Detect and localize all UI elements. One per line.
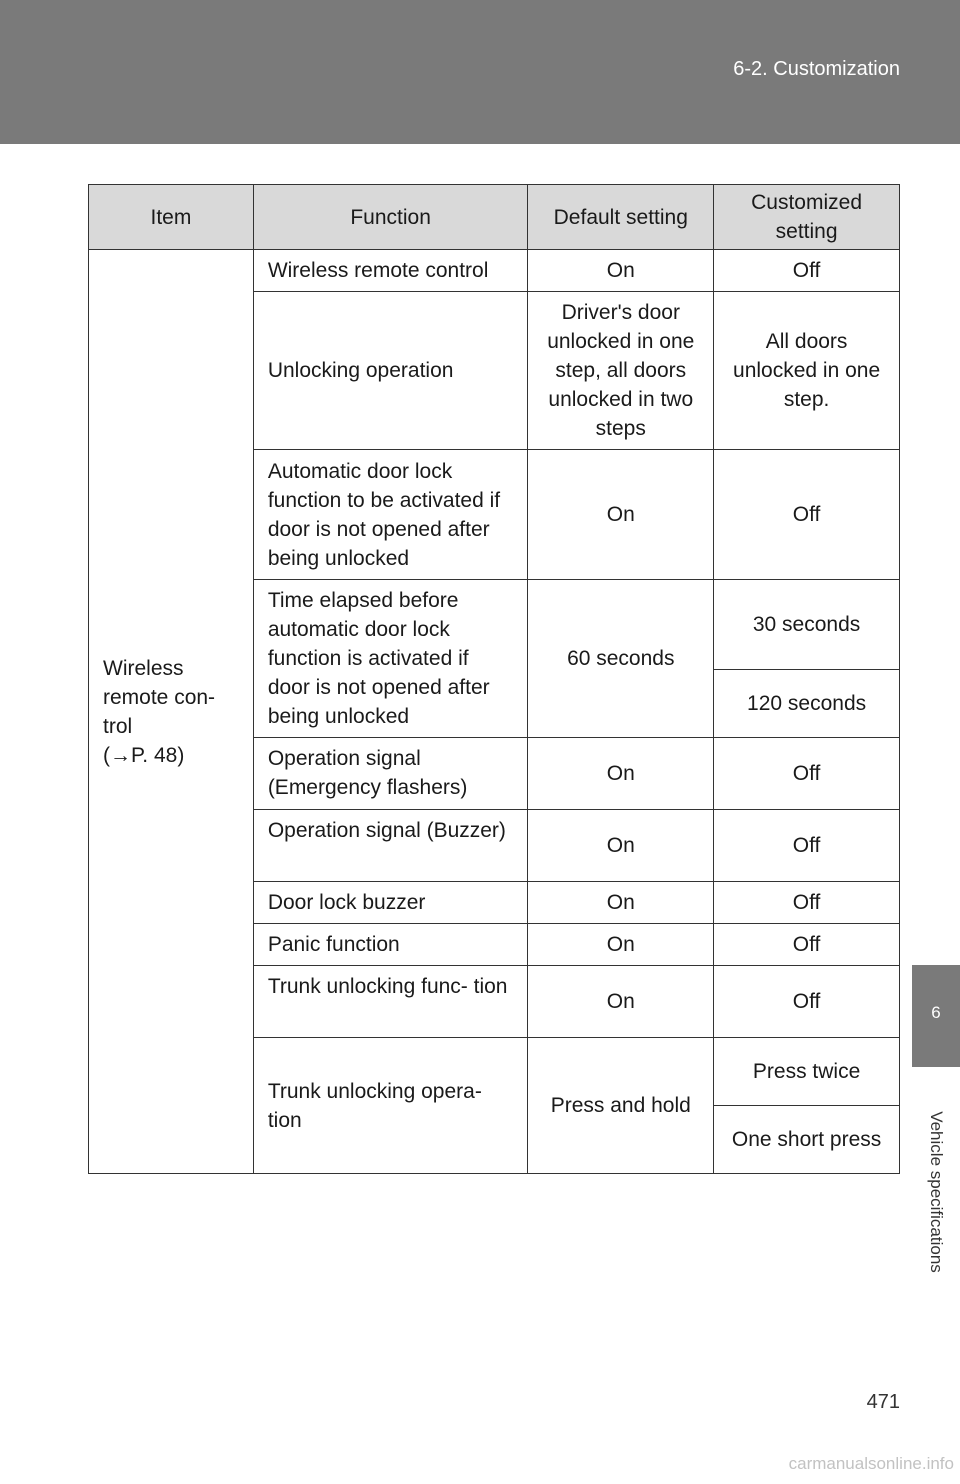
customized-cell: 30 seconds <box>714 580 900 670</box>
chapter-tab-label <box>912 1067 960 1317</box>
header-customized-setting: Customized setting <box>714 185 900 250</box>
customized-cell: One short press <box>714 1106 900 1174</box>
function-cell: Trunk unlocking opera- tion <box>253 1038 528 1174</box>
default-cell: Driver's door unlocked in one step, all doors unlocked in two steps <box>528 292 714 450</box>
item-cell <box>89 250 254 1174</box>
default-cell: 60 seconds <box>528 580 714 738</box>
chapter-tab-number: 6 <box>912 965 960 1067</box>
function-cell: Operation signal (Emergency flashers) <box>253 738 528 810</box>
customization-table <box>88 184 900 1174</box>
default-cell: On <box>528 810 714 882</box>
page-header <box>0 0 960 144</box>
customized-cell: Off <box>714 250 900 292</box>
function-cell: Automatic door lock function to be activated if door is not opened after being unlocked <box>253 450 528 580</box>
default-cell: On <box>528 882 714 924</box>
item-line: trol <box>103 714 133 738</box>
customized-cell: 120 seconds <box>714 670 900 738</box>
function-cell: Panic function <box>253 924 528 966</box>
table-header-row <box>89 185 900 250</box>
function-cell: Unlocking operation <box>253 292 528 450</box>
watermark: carmanualsonline.info <box>788 1454 954 1473</box>
function-cell: Door lock buzzer <box>253 882 528 924</box>
default-cell: Press and hold <box>528 1038 714 1174</box>
function-cell: Time elapsed before automatic door lock function is activated if door is not opened after being unlocked <box>253 580 528 738</box>
header-default-setting: Default setting <box>528 185 714 250</box>
function-cell: Trunk unlocking func- tion <box>253 966 528 1038</box>
item-line: (→P. 48) <box>103 743 185 767</box>
customized-cell: Off <box>714 810 900 882</box>
chapter-tab-label-text: Vehicle specifications <box>927 1111 946 1273</box>
default-cell: On <box>528 966 714 1038</box>
table-row <box>89 250 900 292</box>
item-line: remote con- <box>103 685 216 709</box>
default-cell: On <box>528 924 714 966</box>
function-cell: Wireless remote control <box>253 250 528 292</box>
header-function: Function <box>253 185 528 250</box>
default-cell: On <box>528 250 714 292</box>
customized-cell: Off <box>714 882 900 924</box>
customized-cell: Off <box>714 738 900 810</box>
default-cell: On <box>528 450 714 580</box>
customized-cell: Off <box>714 966 900 1038</box>
default-cell: On <box>528 738 714 810</box>
page-number: 471 <box>866 1391 900 1413</box>
item-line: Wireless <box>103 656 184 680</box>
function-cell: Operation signal (Buzzer) <box>253 810 528 882</box>
customized-cell: Press twice <box>714 1038 900 1106</box>
customized-cell: Off <box>714 924 900 966</box>
section-title: 6-2. Customization <box>733 58 900 80</box>
customized-cell: All doors unlocked in one step. <box>714 292 900 450</box>
header-item: Item <box>89 185 254 250</box>
customized-cell: Off <box>714 450 900 580</box>
